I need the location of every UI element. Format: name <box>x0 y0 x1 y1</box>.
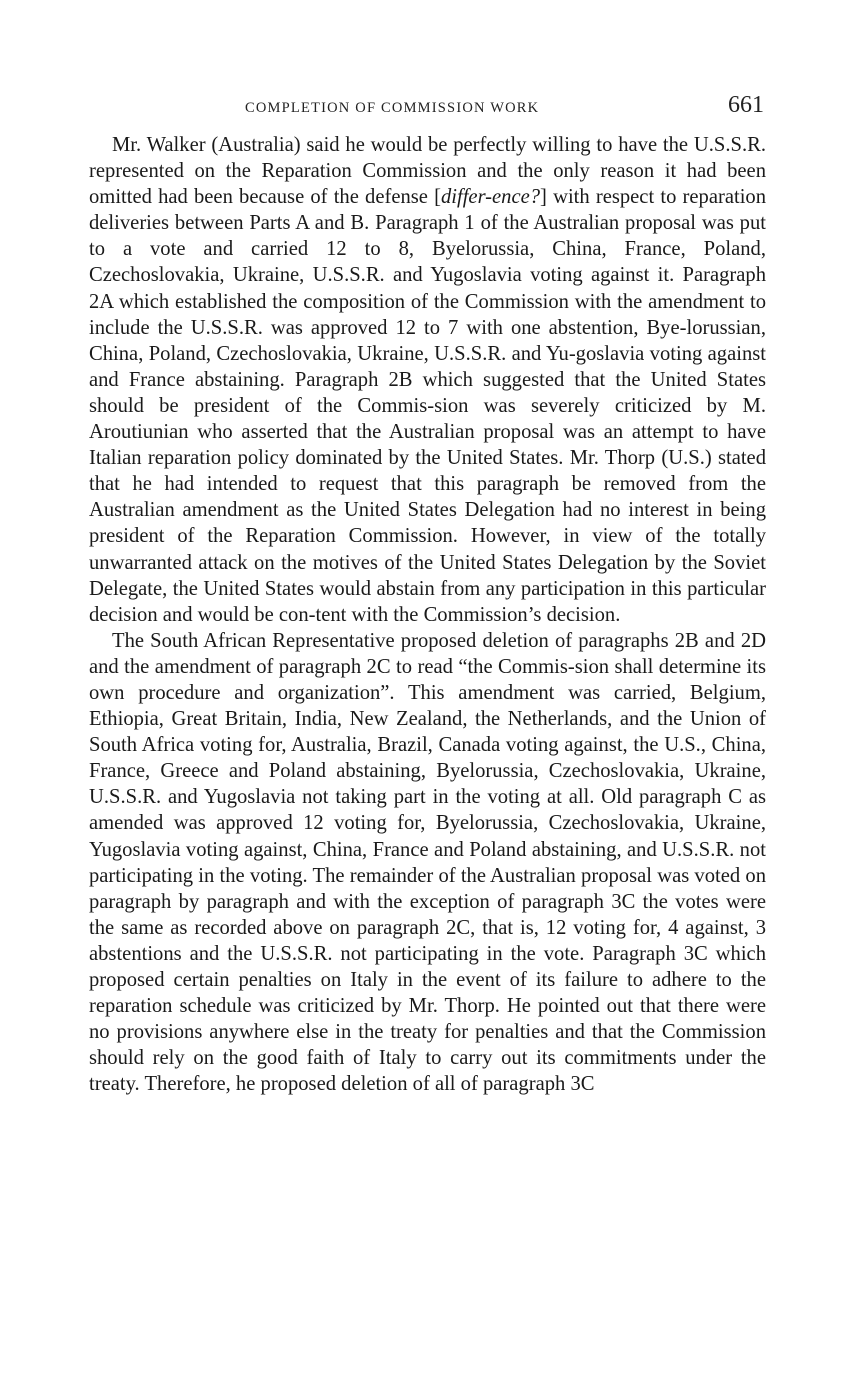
paragraph-1 <box>89 132 766 628</box>
paragraph-1-text-a: Mr. Walker (Australia) said he would be perfectly willing to have the U.S.S.R. represented on the Reparation Commission and the only reason it had been omitted had been because of the defense [ <box>89 134 766 209</box>
document-page <box>89 90 766 1097</box>
running-header <box>89 90 766 124</box>
body-text <box>89 132 766 1097</box>
page-number: 661 <box>728 92 764 118</box>
paragraph-2: The South African Representative proposed deletion of paragraphs 2B and 2D and the amendment of paragraph 2C to read “the Commis-sion shall determine its own procedure and organization”. This amendment was carried, Belgium, Ethiopia, Great Britain, India, New Zealand, the Netherlands, and the Union of South Africa voting for, Australia, Brazil, Canada voting against, the U.S., China, France, Greece and Poland abstaining, Byelorussia, Czechoslovakia, Ukraine, U.S.S.R. and Yugoslavia not taking part in the voting at all. Old paragraph C as amended was approved 12 voting for, Byelorussia, Czechoslovakia, Ukraine, Yugoslavia voting against, China, France and Poland abstaining, and U.S.S.R. not participating in the voting. The remainder of the Australian proposal was voted on paragraph by paragraph and with the exception of paragraph 3C the votes were the same as recorded above on paragraph 2C, that is, 12 voting for, 4 against, 3 abstentions and the U.S.S.R. not participating in the vote. Paragraph 3C which proposed certain penalties on Italy in the event of its failure to adhere to the reparation schedule was criticized by Mr. Thorp. He pointed out that there were no provisions anywhere else in the treaty for penalties and that the Commission should rely on the good faith of Italy to carry out its commitments under the treaty. Therefore, he proposed deletion of all of paragraph 3C <box>89 629 766 1096</box>
paragraph-1-italic-note: differ-ence? <box>440 186 541 209</box>
paragraph-1-text-b: ] with respect to reparation deliveries between Parts A and B. Paragraph 1 of the Australian proposal was put to a vote and carried 12 to 8, Byelorussia, China, France, Poland, Czechoslovakia, Ukraine, U.S.S.R. and Yugoslavia voting against it. Paragraph 2A which established the composition of the Commission with the amendment to include the U.S.S.R. was approved 12 to 7 with one abstention, Bye-lorussian, China, Poland, Czechoslovakia, Ukraine, U.S.S.R. and Yu-goslavia voting against and France abstaining. Paragraph 2B which suggested that the United States should be president of the Commis-sion was severely criticized by M. Aroutiunian who asserted that the Australian proposal was an attempt to have Italian reparation policy dominated by the United States. Mr. Thorp (U.S.) stated that he had intended to request that this paragraph be removed from the Australian amendment as the United States Delegation had no interest in being president of the Reparation Commission. However, in view of the totally unwarranted attack on the motives of the United States Delegation by the Soviet Delegate, the United States would abstain from any participation in this particular decision and would be con-tent with the Commission’s decision. <box>89 186 767 626</box>
page-title: COMPLETION OF COMMISSION WORK <box>245 100 540 116</box>
